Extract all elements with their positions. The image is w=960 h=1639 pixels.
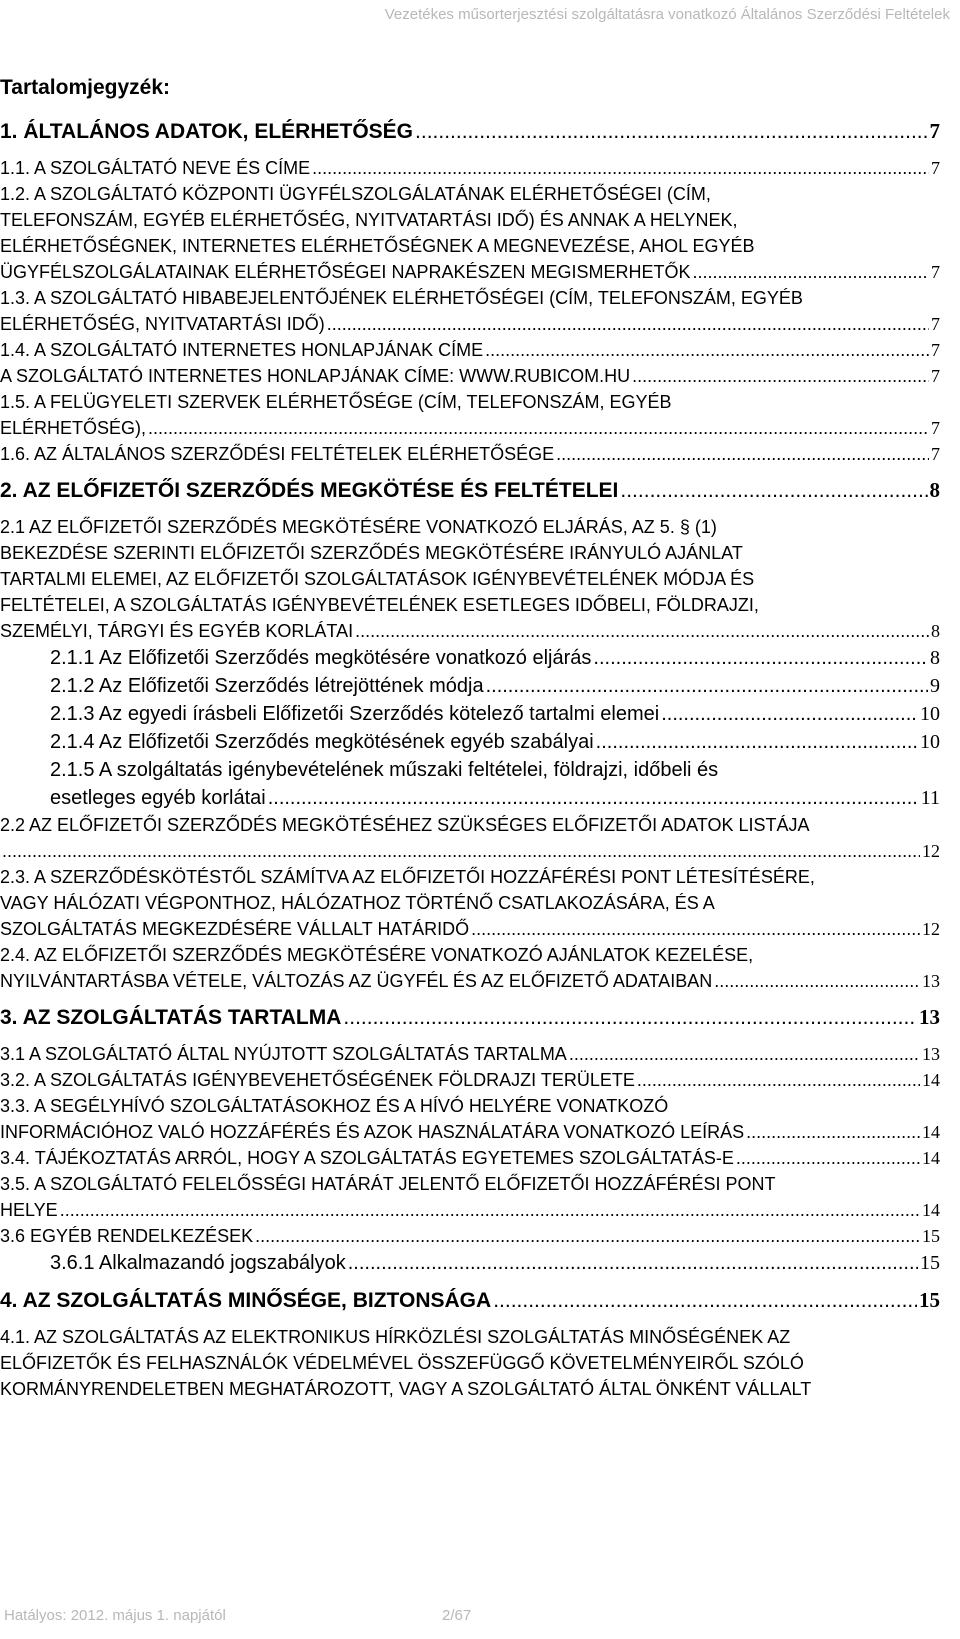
toc-page-number: 11 bbox=[920, 787, 940, 809]
toc-dot-leader bbox=[355, 618, 929, 644]
toc-page-number: 14 bbox=[922, 1122, 940, 1142]
toc-entry[interactable] bbox=[0, 1093, 940, 1145]
toc-entry-text: 2.1.2 Az Előfizetői Szerződés létrejöttének módja bbox=[50, 675, 484, 697]
toc-entry[interactable] bbox=[0, 1145, 940, 1171]
toc-entry-text: 2.1 AZ ELŐFIZETŐI SZERZŐDÉS MEGKÖTÉSÉRE VONATKOZÓ ELJÁRÁS, AZ 5. § (1) bbox=[0, 517, 717, 537]
toc-page-number: 12 bbox=[922, 841, 940, 861]
toc-entry[interactable] bbox=[0, 672, 940, 700]
toc-page-number: 15 bbox=[922, 1226, 940, 1246]
toc-page-number: 14 bbox=[922, 1200, 940, 1220]
toc-entry-text: 1.5. A FELÜGYELETI SZERVEK ELÉRHETŐSÉGE (CÍM, TELEFONSZÁM, EGYÉB bbox=[0, 392, 672, 412]
toc-dot-leader bbox=[746, 1119, 920, 1145]
toc-entry-text: 4.1. AZ SZOLGÁLTATÁS AZ ELEKTRONIKUS HÍRKÖZLÉSI SZOLGÁLTATÁS MINŐSÉGÉNEK AZ bbox=[0, 1327, 791, 1347]
toc-page-number: 15 bbox=[920, 1252, 940, 1274]
toc-entry-text: 3.4. TÁJÉKOZTATÁS ARRÓL, HOGY A SZOLGÁLTATÁS EGYETEMES SZOLGÁLTATÁS-E bbox=[0, 1148, 734, 1168]
toc-dot-leader bbox=[714, 968, 920, 994]
toc-page-number: 7 bbox=[931, 158, 940, 178]
toc-entry-text: 1.3. A SZOLGÁLTATÓ HIBABEJELENTŐJÉNEK ELÉRHETŐSÉGEI (CÍM, TELEFONSZÁM, EGYÉB bbox=[0, 288, 803, 308]
toc-dot-leader bbox=[255, 1223, 920, 1249]
toc-page-number: 7 bbox=[931, 418, 940, 438]
toc-page-number: 7 bbox=[931, 340, 940, 360]
toc-entry-text: HELYE bbox=[0, 1200, 58, 1220]
toc-entry[interactable] bbox=[0, 1041, 940, 1067]
toc-entry[interactable] bbox=[0, 155, 940, 181]
toc-page-number: 8 bbox=[931, 621, 940, 641]
toc-dot-leader bbox=[632, 363, 929, 389]
toc-page-number: 13 bbox=[919, 1005, 940, 1029]
toc-entry-text: 2.3. A SZERZŐDÉSKÖTÉSTŐL SZÁMÍTVA AZ ELŐFIZETŐI HOZZÁFÉRÉSI PONT LÉTESÍTÉSÉRE, bbox=[0, 867, 815, 887]
toc-entry[interactable] bbox=[0, 1285, 940, 1316]
toc-entry[interactable] bbox=[0, 700, 940, 728]
toc-dot-leader bbox=[485, 337, 929, 363]
toc-entry-text: 1. ÁLTALÁNOS ADATOK, ELÉRHETŐSÉG bbox=[0, 120, 414, 143]
toc-dot-leader bbox=[415, 117, 927, 147]
table-of-contents bbox=[0, 116, 940, 1402]
running-header: Vezetékes műsorterjesztési szolgáltatásra vonatkozó Általános Szerződési Feltételek bbox=[384, 6, 950, 23]
toc-entry-text: 2.4. AZ ELŐFIZETŐI SZERZŐDÉS MEGKÖTÉSÉRE VONATKOZÓ AJÁNLATOK KEZELÉSE, bbox=[0, 945, 754, 965]
toc-page-number: 15 bbox=[919, 1288, 940, 1312]
toc-page-number: 7 bbox=[929, 119, 940, 143]
toc-entry-text: 2.1.5 A szolgáltatás igénybevételének műszaki feltételei, földrajzi, időbeli és bbox=[50, 759, 719, 781]
footer-page-number: 2/67 bbox=[442, 1607, 472, 1624]
toc-entry[interactable] bbox=[0, 363, 940, 389]
toc-dot-leader bbox=[693, 259, 930, 285]
toc-entry-text: ELŐFIZETŐK ÉS FELHASZNÁLÓK VÉDELMÉVEL ÖSSZEFÜGGŐ KÖVETELMÉNYEIRŐL SZÓLÓ bbox=[0, 1353, 804, 1373]
toc-entry[interactable] bbox=[0, 116, 940, 147]
toc-entry[interactable] bbox=[0, 864, 940, 942]
toc-dot-leader bbox=[348, 1249, 918, 1277]
toc-entry-text: 3.3. A SEGÉLYHÍVÓ SZOLGÁLTATÁSOKHOZ ÉS A HÍVÓ HELYÉRE VONATKOZÓ bbox=[0, 1096, 669, 1116]
toc-entry-text: 3.5. A SZOLGÁLTATÓ FELELŐSSÉGI HATÁRÁT JELENTŐ ELŐFIZETŐI HOZZÁFÉRÉSI PONT bbox=[0, 1174, 776, 1194]
toc-entry-text: INFORMÁCIÓHOZ VALÓ HOZZÁFÉRÉS ÉS AZOK HASZNÁLATÁRA VONATKOZÓ LEÍRÁS bbox=[0, 1122, 745, 1142]
toc-page-number: 10 bbox=[920, 703, 940, 725]
toc-entry[interactable] bbox=[0, 475, 940, 506]
toc-entry[interactable] bbox=[0, 1002, 940, 1033]
toc-entry[interactable] bbox=[0, 285, 940, 337]
toc-entry-text: 3.1 A SZOLGÁLTATÓ ÁLTAL NYÚJTOTT SZOLGÁLTATÁS TARTALMA bbox=[0, 1044, 567, 1064]
toc-entry-text: ELÉRHETŐSÉG, NYITVATARTÁSI IDŐ) bbox=[0, 314, 325, 334]
toc-entry-text: 2.1.3 Az egyedi írásbeli Előfizetői Szerződés kötelező tartalmi elemei bbox=[50, 703, 660, 725]
toc-entry-text: 4. AZ SZOLGÁLTATÁS MINŐSÉGE, BIZTONSÁGA bbox=[0, 1289, 492, 1312]
toc-dot-leader bbox=[148, 415, 929, 441]
toc-entry-text: 3.6.1 Alkalmazandó jogszabályok bbox=[50, 1252, 346, 1274]
toc-entry-text: NYILVÁNTARTÁSBA VÉTELE, VÁLTOZÁS AZ ÜGYFÉL ÉS AZ ELŐFIZETŐ ADATAIBAN bbox=[0, 971, 713, 991]
toc-entry[interactable] bbox=[0, 812, 940, 864]
toc-page-number: 8 bbox=[930, 647, 940, 669]
toc-dot-leader bbox=[593, 644, 928, 672]
toc-entry-text: 2.1.1 Az Előfizetői Szerződés megkötésére vonatkozó eljárás bbox=[50, 647, 592, 669]
toc-entry-text: ÜGYFÉLSZOLGÁLATAINAK ELÉRHETŐSÉGEI NAPRAKÉSZEN MEGISMERHETŐK bbox=[0, 262, 691, 282]
toc-entry-text: 1.4. A SZOLGÁLTATÓ INTERNETES HONLAPJÁNAK CÍME bbox=[0, 340, 484, 360]
toc-dot-leader bbox=[343, 1003, 917, 1033]
toc-page-number: 10 bbox=[920, 731, 940, 753]
toc-entry[interactable] bbox=[0, 1171, 940, 1223]
toc-entry[interactable] bbox=[0, 389, 940, 441]
toc-entry-text: 2.2 AZ ELŐFIZETŐI SZERZŐDÉS MEGKÖTÉSÉHEZ SZÜKSÉGES ELŐFIZETŐI ADATOK LISTÁJA bbox=[0, 815, 810, 835]
toc-entry[interactable] bbox=[0, 728, 940, 756]
toc-page-number: 13 bbox=[922, 971, 940, 991]
toc-dot-leader bbox=[471, 916, 920, 942]
toc-entry-text: KORMÁNYRENDELETBEN MEGHATÁROZOTT, VAGY A SZOLGÁLTATÓ ÁLTAL ÖNKÉNT VÁLLALT bbox=[0, 1379, 812, 1399]
toc-entry[interactable] bbox=[0, 441, 940, 467]
toc-entry-text: 1.1. A SZOLGÁLTATÓ NEVE ÉS CÍME bbox=[0, 158, 311, 178]
toc-entry-text: ELÉRHETŐSÉGNEK, INTERNETES ELÉRHETŐSÉGNEK A MEGNEVEZÉSE, AHOL EGYÉB bbox=[0, 236, 755, 256]
toc-entry-text: 3.6 EGYÉB RENDELKEZÉSEK bbox=[0, 1226, 254, 1246]
toc-entry-text: 1.6. AZ ÁLTALÁNOS SZERZŐDÉSI FELTÉTELEK ELÉRHETŐSÉGE bbox=[0, 444, 555, 464]
toc-entry-text: VAGY HÁLÓZATI VÉGPONTHOZ, HÁLÓZATHOZ TÖRTÉNŐ CSATLAKOZÁSÁRA, ÉS A bbox=[0, 893, 715, 913]
page-footer bbox=[4, 1607, 472, 1624]
toc-entry-text: 2.1.4 Az Előfizetői Szerződés megkötésének egyéb szabályai bbox=[50, 731, 594, 753]
toc-page-number: 7 bbox=[931, 314, 940, 334]
toc-page-number: 7 bbox=[931, 444, 940, 464]
toc-entry[interactable] bbox=[0, 337, 940, 363]
toc-entry-text: ELÉRHETŐSÉG), bbox=[0, 418, 147, 438]
toc-page-number: 14 bbox=[922, 1148, 940, 1168]
toc-entry[interactable] bbox=[0, 1324, 940, 1402]
toc-page-number: 7 bbox=[931, 366, 940, 386]
toc-entry-text: TELEFONSZÁM, EGYÉB ELÉRHETŐSÉG, NYITVATARTÁSI IDŐ) ÉS ANNAK A HELYNEK, bbox=[0, 210, 738, 230]
footer-effective-date: Hatályos: 2012. május 1. napjától bbox=[4, 1607, 226, 1624]
toc-dot-leader bbox=[2, 838, 920, 864]
toc-entry[interactable] bbox=[0, 756, 940, 812]
toc-entry[interactable] bbox=[0, 1223, 940, 1249]
toc-dot-leader bbox=[556, 441, 929, 467]
toc-page-number: 13 bbox=[922, 1044, 940, 1064]
toc-dot-leader bbox=[569, 1041, 920, 1067]
toc-entry-text: 3. AZ SZOLGÁLTATÁS TARTALMA bbox=[0, 1006, 342, 1029]
toc-dot-leader bbox=[60, 1197, 920, 1223]
toc-entry[interactable] bbox=[0, 1067, 940, 1093]
toc-entry[interactable] bbox=[0, 514, 940, 644]
toc-entry-text: TARTALMI ELEMEI, AZ ELŐFIZETŐI SZOLGÁLTATÁSOK IGÉNYBEVÉTELÉNEK MÓDJA ÉS bbox=[0, 569, 755, 589]
toc-dot-leader bbox=[620, 476, 927, 506]
toc-entry-text: 2. AZ ELŐFIZETŐI SZERZŐDÉS MEGKÖTÉSE ÉS FELTÉTELEI bbox=[0, 479, 619, 502]
toc-dot-leader bbox=[327, 311, 929, 337]
toc-dot-leader bbox=[486, 672, 928, 700]
toc-dot-leader bbox=[268, 784, 919, 812]
toc-page-number: 14 bbox=[922, 1070, 940, 1090]
toc-dot-leader bbox=[493, 1286, 917, 1316]
toc-dot-leader bbox=[736, 1145, 920, 1171]
toc-dot-leader bbox=[661, 700, 918, 728]
toc-dot-leader bbox=[637, 1067, 920, 1093]
toc-entry[interactable] bbox=[0, 181, 940, 285]
toc-page-number: 8 bbox=[929, 478, 940, 502]
toc-entry-text: 1.2. A SZOLGÁLTATÓ KÖZPONTI ÜGYFÉLSZOLGÁLATÁNAK ELÉRHETŐSÉGEI (CÍM, bbox=[0, 184, 711, 204]
toc-entry[interactable] bbox=[0, 1249, 940, 1277]
toc-entry-text: SZEMÉLYI, TÁRGYI ÉS EGYÉB KORLÁTAI bbox=[0, 621, 354, 641]
toc-entry-text: SZOLGÁLTATÁS MEGKEZDÉSÉRE VÁLLALT HATÁRIDŐ bbox=[0, 919, 470, 939]
toc-entry[interactable] bbox=[0, 644, 940, 672]
toc-entry-text: FELTÉTELEI, A SZOLGÁLTATÁS IGÉNYBEVÉTELÉNEK ESETLEGES IDŐBELI, FÖLDRAJZI, bbox=[0, 595, 759, 615]
toc-page-number: 12 bbox=[922, 919, 940, 939]
toc-title: Tartalomjegyzék: bbox=[0, 76, 170, 99]
toc-page-number: 7 bbox=[931, 262, 940, 282]
toc-entry-text: esetleges egyéb korlátai bbox=[50, 787, 266, 809]
toc-page-number: 9 bbox=[930, 675, 940, 697]
toc-dot-leader bbox=[312, 155, 929, 181]
toc-dot-leader bbox=[596, 728, 918, 756]
toc-entry-text: BEKEZDÉSE SZERINTI ELŐFIZETŐI SZERZŐDÉS MEGKÖTÉSÉRE IRÁNYULÓ AJÁNLAT bbox=[0, 543, 743, 563]
toc-entry-text: A SZOLGÁLTATÓ INTERNETES HONLAPJÁNAK CÍME: WWW.RUBICOM.HU bbox=[0, 366, 631, 386]
toc-entry[interactable] bbox=[0, 942, 940, 994]
toc-entry-text: 3.2. A SZOLGÁLTATÁS IGÉNYBEVEHETŐSÉGÉNEK FÖLDRAJZI TERÜLETE bbox=[0, 1070, 635, 1090]
